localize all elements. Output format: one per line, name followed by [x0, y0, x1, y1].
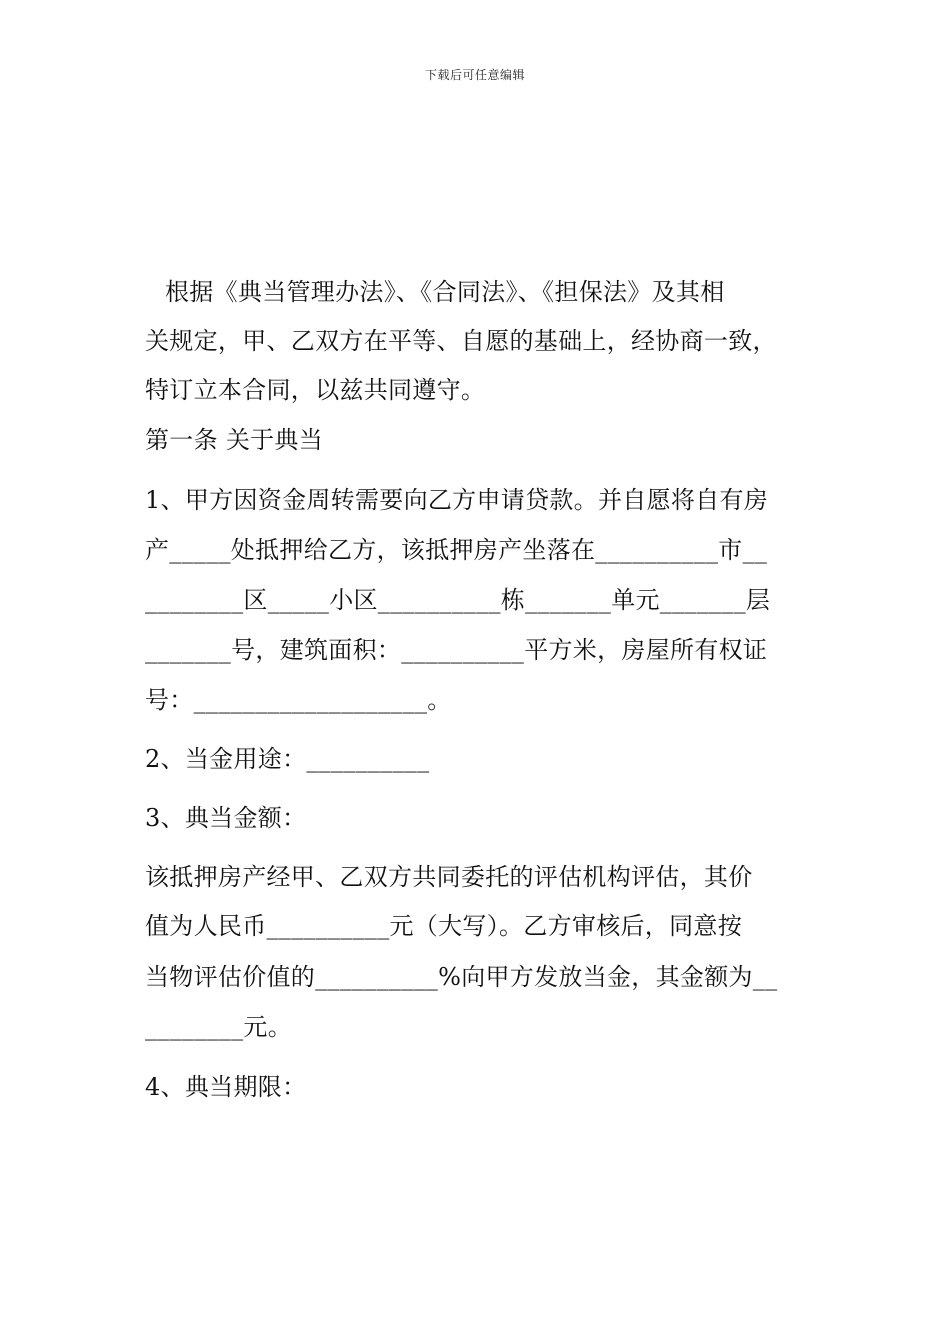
- item-1-line-1: 1、甲方因资金周转需要向乙方申请贷款。并自愿将自有房: [145, 486, 769, 514]
- item-1-line-2: 产_____处抵押给乙方，该抵押房产坐落在__________市__: [145, 536, 768, 564]
- article-1-title: 第一条 关于典当: [145, 426, 324, 454]
- item-2: 2、当金用途：__________: [145, 745, 430, 773]
- intro-line-1: 根据《典当管理办法》、《合同法》、《担保法》及其相: [165, 278, 725, 306]
- intro-line-3: 特订立本合同，以兹共同遵守。: [145, 376, 486, 404]
- item-3-line-3: 当物评估价值的__________%向甲方发放当金，其金额为__: [145, 963, 778, 991]
- intro-line-2: 关规定，甲、乙双方在平等、自愿的基础上，经协商一致，: [145, 327, 777, 355]
- page-header-note: 下载后可任意编辑: [424, 68, 525, 82]
- item-4-title: 4、典当期限：: [145, 1073, 307, 1101]
- item-1-line-5: 号：___________________。: [145, 686, 452, 714]
- item-3-line-2: 值为人民币__________元（大写）。乙方审核后，同意按: [145, 912, 742, 940]
- item-1-line-4: _______号，建筑面积：__________平方米，房屋所有权证: [145, 636, 768, 664]
- item-3-title: 3、典当金额：: [145, 804, 307, 832]
- item-3-line-1: 该抵押房产经甲、乙双方共同委托的评估机构评估，其价: [145, 863, 753, 891]
- item-1-line-3: ________区_____小区__________栋_______单元_______层: [145, 586, 771, 614]
- item-3-line-4: ________元。: [145, 1013, 292, 1041]
